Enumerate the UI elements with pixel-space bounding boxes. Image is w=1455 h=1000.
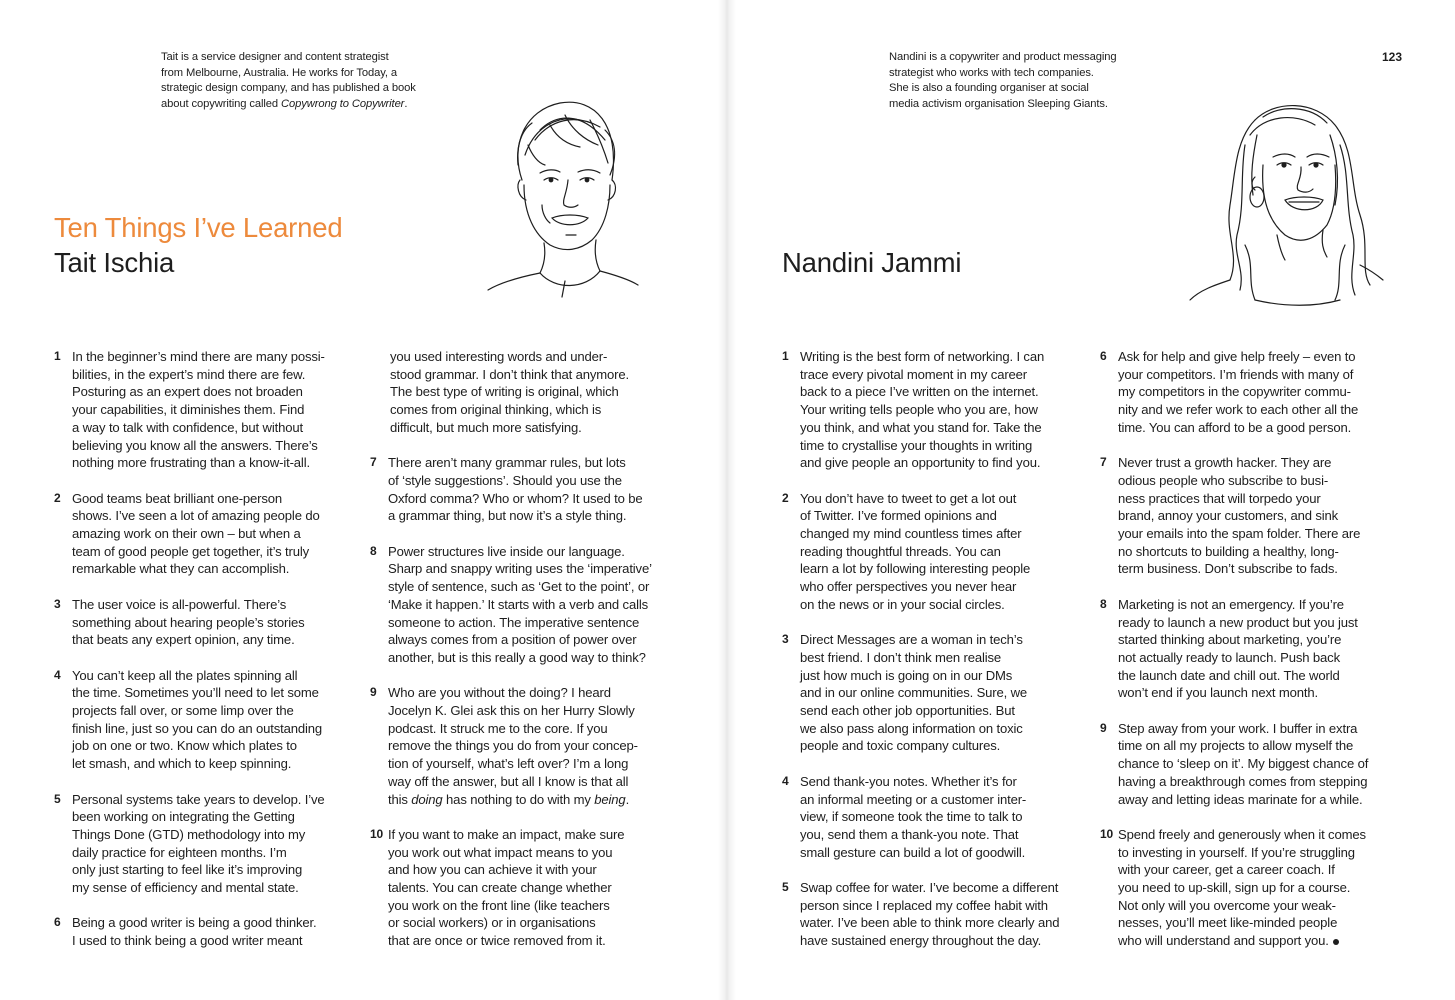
list-item-1 bbox=[782, 348, 1092, 472]
item-text-line: Ask for help and give help freely – even to bbox=[1118, 349, 1356, 364]
item-text-line: my competitors in the copywriter commu- bbox=[1118, 384, 1351, 400]
item-text-line: Step away from your work. I buffer in extra bbox=[1118, 720, 1358, 736]
item-text-line: There aren’t many grammar rules, but lots bbox=[388, 455, 626, 471]
item-text-line: team of good people get together, it’s truly bbox=[72, 543, 310, 559]
item-text-line: changed my mind countless times after bbox=[800, 526, 1022, 542]
list-item-6 bbox=[54, 914, 364, 949]
item-text-line: difficult, but much more satisfying. bbox=[390, 419, 582, 435]
item-text-line: your capabilities, it diminishes them. Find bbox=[72, 402, 305, 418]
item-text-line: you used interesting words and under- bbox=[390, 349, 608, 364]
item-text-line: my sense of efficiency and mental state. bbox=[72, 880, 299, 896]
list-item-3 bbox=[54, 596, 364, 649]
item-text-line: ready to launch a new product but you just bbox=[1118, 614, 1358, 630]
item-text-line: person since I replaced my coffee habit with bbox=[800, 897, 1048, 913]
item-number: 3 bbox=[54, 596, 61, 611]
item-text-line: In the beginner’s mind there are many possi- bbox=[72, 349, 325, 364]
item-text-line: Power structures live inside our language. bbox=[388, 543, 625, 559]
item-text-line: to investing in yourself. If you’re struggling bbox=[1118, 844, 1355, 860]
item-text-line: having a breakthrough comes from stepping bbox=[1118, 773, 1368, 789]
column-tait-2 bbox=[370, 348, 690, 968]
item-text-line: shows. I’ve seen a lot of amazing people do bbox=[72, 508, 320, 524]
item-text-line: you think, and what you stand for. Take the bbox=[800, 419, 1042, 435]
item-text-line: who offer perspectives you never hear bbox=[800, 579, 1017, 595]
item-text-line: that beats any expert opinion, any time. bbox=[72, 632, 295, 648]
item-text-line: on the news or in your social circles. bbox=[800, 596, 1005, 612]
item-text-line: projects fall over, or some limp over the bbox=[72, 703, 294, 719]
item-number: 1 bbox=[54, 349, 61, 363]
item-text-line: finish line, just so you can do an outstanding bbox=[72, 720, 323, 736]
bio-line: strategist who works with tech companies. bbox=[889, 66, 1094, 79]
item-text-line: of ‘style suggestions’. Should you use the bbox=[388, 472, 622, 488]
item-text-line: send each other job opportunities. But bbox=[800, 703, 1015, 719]
item-number: 8 bbox=[1100, 596, 1107, 611]
item-text-line: term business. Don’t subscribe to fads. bbox=[1118, 561, 1338, 577]
item-text-line: brand, annoy your customers, and sink bbox=[1118, 508, 1339, 524]
item-text-line: view, if someone took the time to talk to bbox=[800, 809, 1023, 825]
list-item-2 bbox=[54, 490, 364, 579]
item-text-line: trace every pivotal moment in my career bbox=[800, 366, 1028, 382]
item-text-line: away and letting ideas marinate for a while. bbox=[1118, 791, 1363, 807]
item-text-line: bilities, in the expert’s mind there are few. bbox=[72, 366, 306, 382]
item-number: 6 bbox=[54, 915, 61, 930]
item-text-line: you need to up-skill, sign up for a course. bbox=[1118, 880, 1351, 896]
bio-text: . bbox=[404, 97, 408, 110]
item-text-line: Marketing is not an emergency. If you’re bbox=[1118, 596, 1344, 612]
item-text-line: that are once or twice removed from it. bbox=[388, 933, 606, 949]
item-number: 8 bbox=[370, 543, 377, 558]
page-number: 123 bbox=[1382, 50, 1403, 64]
item-6-continued bbox=[370, 348, 690, 437]
book-title: Copywrong to Copywriter bbox=[281, 97, 405, 110]
item-number: 2 bbox=[54, 490, 61, 505]
item-text-line: tion of yourself, what’s left over? I’m a long bbox=[388, 756, 629, 772]
item-text-line: something about hearing people’s stories bbox=[72, 614, 305, 630]
item-text-line: remove the things you do from your concep- bbox=[388, 738, 638, 754]
item-text-line: small gesture can build a lot of goodwill. bbox=[800, 844, 1026, 860]
bio-nandini bbox=[889, 50, 1116, 112]
list-item-9 bbox=[370, 684, 690, 808]
item-text-line: an informal meeting or a customer inter- bbox=[800, 791, 1027, 807]
list-item-8 bbox=[1100, 596, 1410, 702]
list-item-5 bbox=[782, 879, 1092, 950]
bio-line: media activism organisation Sleeping Giants. bbox=[889, 97, 1108, 110]
item-text-line: only just starting to feel like it’s improving bbox=[72, 862, 303, 878]
bio-text: about copywriting called bbox=[161, 97, 282, 110]
tait-portrait-icon bbox=[480, 85, 640, 300]
item-number: 10 bbox=[370, 826, 384, 841]
item-text-line: and in our online communities. Sure, we bbox=[800, 685, 1028, 701]
item-text-line: you work on the front line (like teachers bbox=[388, 897, 610, 913]
emphasis: being bbox=[594, 791, 626, 807]
item-text-line: water. I’ve been able to think more clearly and bbox=[800, 915, 1060, 931]
item-text-line: of Twitter. I’ve formed opinions and bbox=[800, 508, 997, 524]
item-text-line: the time. Sometimes you’ll need to let some bbox=[72, 685, 319, 701]
column-nandini-2 bbox=[1100, 348, 1410, 968]
item-text-line: just how much is going on in our DMs bbox=[800, 667, 1013, 683]
bio-line: Tait is a service designer and content strategist bbox=[161, 51, 389, 63]
item-text-line: nesses, you’ll meet like-minded people bbox=[1118, 915, 1338, 931]
list-item-3 bbox=[782, 631, 1092, 755]
item-text-line: time. You can afford to be a good person. bbox=[1118, 419, 1352, 435]
item-text-line: a way to talk with confidence, but without bbox=[72, 419, 303, 435]
item-number: 9 bbox=[370, 685, 377, 700]
nandini-portrait-icon bbox=[1185, 95, 1385, 310]
item-text-line: style of sentence, such as ‘Get to the point’, or bbox=[388, 579, 650, 595]
item-text-line: Swap coffee for water. I’ve become a different bbox=[800, 880, 1059, 896]
item-text-line: I used to think being a good writer meant bbox=[72, 933, 303, 949]
emphasis: doing bbox=[411, 791, 443, 807]
item-text-line: you, send them a thank-you note. That bbox=[800, 826, 1019, 842]
list-item-6 bbox=[1100, 348, 1410, 437]
item-text-line: Writing is the best form of networking. I can bbox=[800, 349, 1045, 364]
item-text-line: Who are you without the doing? I heard bbox=[388, 685, 611, 701]
author-name-tait: Tait Ischia bbox=[54, 247, 175, 278]
item-text-line: Jocelyn K. Glei ask this on her Hurry Slowly bbox=[388, 703, 635, 719]
item-text-line: You can’t keep all the plates spinning all bbox=[72, 667, 298, 683]
item-text-line: way off the answer, but all I know is that all bbox=[388, 773, 629, 789]
item-number: 9 bbox=[1100, 720, 1107, 735]
item-number: 7 bbox=[370, 455, 377, 470]
item-text-line: Sharp and snappy writing uses the ‘imperative’ bbox=[388, 561, 652, 577]
bio-line: from Melbourne, Australia. He works for Today, a bbox=[161, 66, 398, 79]
list-item-10 bbox=[1100, 826, 1410, 950]
item-text-line: have sustained energy throughout the day. bbox=[800, 933, 1042, 949]
item-number: 10 bbox=[1100, 826, 1114, 841]
item-text-line: your emails into the spam folder. There are bbox=[1118, 526, 1361, 542]
item-number: 1 bbox=[782, 349, 789, 363]
item-text-line: no shortcuts to building a healthy, long- bbox=[1118, 543, 1339, 559]
item-text-line: time to crystallise your thoughts in writing bbox=[800, 437, 1033, 453]
item-text-line: Send thank-you notes. Whether it’s for bbox=[800, 773, 1017, 789]
item-text-line: the launch date and chill out. The world bbox=[1118, 667, 1340, 683]
item-text-line: The user voice is all-powerful. There’s bbox=[72, 596, 287, 612]
list-item-8 bbox=[370, 543, 690, 667]
item-text-line: and give people an opportunity to find you. bbox=[800, 455, 1041, 471]
column-nandini-1 bbox=[782, 348, 1092, 968]
item-text-line: people and toxic company cultures. bbox=[800, 738, 1001, 754]
series-title: Ten Things I’ve Learned bbox=[54, 212, 343, 243]
item-text-line: nothing more frustrating than a know-it-all. bbox=[72, 455, 310, 471]
item-number: 7 bbox=[1100, 455, 1107, 470]
item-text-line: Posturing as an expert does not broaden bbox=[72, 384, 303, 400]
page-gutter bbox=[718, 0, 736, 1000]
item-number: 5 bbox=[54, 791, 61, 806]
item-text-line: remarkable what they can accomplish. bbox=[72, 561, 290, 577]
item-text-line: chance to ‘sleep on it’. My biggest chance of bbox=[1118, 756, 1369, 772]
list-item-7 bbox=[370, 454, 690, 525]
bio-line bbox=[161, 97, 416, 113]
item-text-line: time on all my projects to allow myself the bbox=[1118, 738, 1354, 754]
item-text-line: talents. You can create change whether bbox=[388, 880, 612, 896]
item-text-line: Personal systems take years to develop. I’ve bbox=[72, 791, 325, 807]
author-name-nandini: Nandini Jammi bbox=[782, 247, 962, 278]
item-text-line: The best type of writing is original, which bbox=[390, 384, 619, 400]
bio-line: Nandini is a copywriter and product messaging bbox=[889, 51, 1117, 63]
list-item-4 bbox=[782, 773, 1092, 862]
item-number: 5 bbox=[782, 880, 789, 895]
item-text-line: or social workers) or in organisations bbox=[388, 915, 596, 931]
item-text-line: started thinking about marketing, you’re bbox=[1118, 632, 1342, 648]
item-text-line: we also pass along information on toxic bbox=[800, 720, 1023, 736]
item-text-line: Your writing tells people who you are, how bbox=[800, 402, 1038, 418]
item-text-line: another, but is this really a good way to think? bbox=[388, 649, 646, 665]
item-text-line: believing you know all the answers. There’s bbox=[72, 437, 318, 453]
list-item-4 bbox=[54, 667, 364, 773]
item-text-line: If you want to make an impact, make sure bbox=[388, 826, 625, 842]
item-text-line: odious people who subscribe to busi- bbox=[1118, 472, 1329, 488]
item-text-line: Spend freely and generously when it comes bbox=[1118, 826, 1366, 842]
item-text-line: reading thoughtful threads. You can bbox=[800, 543, 1001, 559]
item-number: 2 bbox=[782, 490, 789, 505]
end-mark-icon bbox=[1333, 939, 1339, 945]
item-text-line: Good teams beat brilliant one-person bbox=[72, 490, 283, 506]
item-number: 4 bbox=[782, 773, 789, 788]
list-item-7 bbox=[1100, 454, 1410, 578]
item-text-line: who will understand and support you. bbox=[1118, 932, 1410, 950]
item-text-line: let smash, and which to keep spinning. bbox=[72, 756, 292, 772]
item-text-line: Not only will you overcome your weak- bbox=[1118, 897, 1336, 913]
item-text-line: best friend. I don’t think men realise bbox=[800, 649, 1001, 665]
item-text-line: podcast. It struck me to the core. If you bbox=[388, 720, 608, 736]
bio-tait bbox=[161, 50, 416, 112]
item-text-line: job on one or two. Know which plates to bbox=[72, 738, 297, 754]
list-item-9 bbox=[1100, 720, 1410, 809]
item-text-line: a grammar thing, but now it’s a style thing. bbox=[388, 508, 627, 524]
item-text-line: amazing work on their own – but when a bbox=[72, 526, 301, 542]
item-text-line: with your career, get a career coach. If bbox=[1118, 862, 1335, 878]
item-text-line: won’t end if you launch next month. bbox=[1118, 685, 1319, 701]
bio-line: She is also a founding organiser at social bbox=[889, 82, 1089, 95]
item-text-line: not actually ready to launch. Push back bbox=[1118, 649, 1340, 665]
item-text-line: Never trust a growth hacker. They are bbox=[1118, 455, 1332, 471]
item-text-line: someone to action. The imperative sentence bbox=[388, 614, 640, 630]
item-text-line: stood grammar. I don’t think that anymore. bbox=[390, 366, 629, 382]
item-text-line: comes from original thinking, which is bbox=[390, 402, 602, 418]
item-number: 6 bbox=[1100, 349, 1107, 363]
item-text-line: been working on integrating the Getting bbox=[72, 809, 295, 825]
item-text-line: Oxford comma? Who or whom? It used to be bbox=[388, 490, 643, 506]
item-text-line: back to a piece I’ve written on the internet. bbox=[800, 384, 1039, 400]
list-item-10 bbox=[370, 826, 690, 950]
list-item-2 bbox=[782, 490, 1092, 614]
item-text-line: your competitors. I’m friends with many of bbox=[1118, 366, 1354, 382]
item-text-line: nity and we refer work to each other all the bbox=[1118, 402, 1359, 418]
item-text-line: Things Done (GTD) methodology into my bbox=[72, 826, 306, 842]
list-item-1 bbox=[54, 348, 364, 472]
item-text-line: ness practices that will torpedo your bbox=[1118, 490, 1321, 506]
column-tait-1 bbox=[54, 348, 364, 968]
item-text-line: this doing has nothing to do with my being. bbox=[388, 791, 630, 807]
item-text-line: ‘Make it happen.’ It starts with a verb and calls bbox=[388, 596, 648, 612]
item-text-line: Direct Messages are a woman in tech’s bbox=[800, 632, 1023, 648]
item-text-line: always comes from a position of power over bbox=[388, 632, 637, 648]
item-text-line: Being a good writer is being a good thinker. bbox=[72, 915, 317, 931]
item-text-line: You don’t have to tweet to get a lot out bbox=[800, 490, 1017, 506]
item-number: 4 bbox=[54, 667, 61, 682]
item-number: 3 bbox=[782, 632, 789, 647]
list-item-5 bbox=[54, 791, 364, 897]
item-text-line: you work out what impact means to you bbox=[388, 844, 613, 860]
item-text-line: daily practice for eighteen months. I’m bbox=[72, 844, 287, 860]
item-text-line: and how you can achieve it with your bbox=[388, 862, 597, 878]
bio-line: strategic design company, and has published a book bbox=[161, 82, 416, 95]
item-text-line: learn a lot by following interesting people bbox=[800, 561, 1031, 577]
